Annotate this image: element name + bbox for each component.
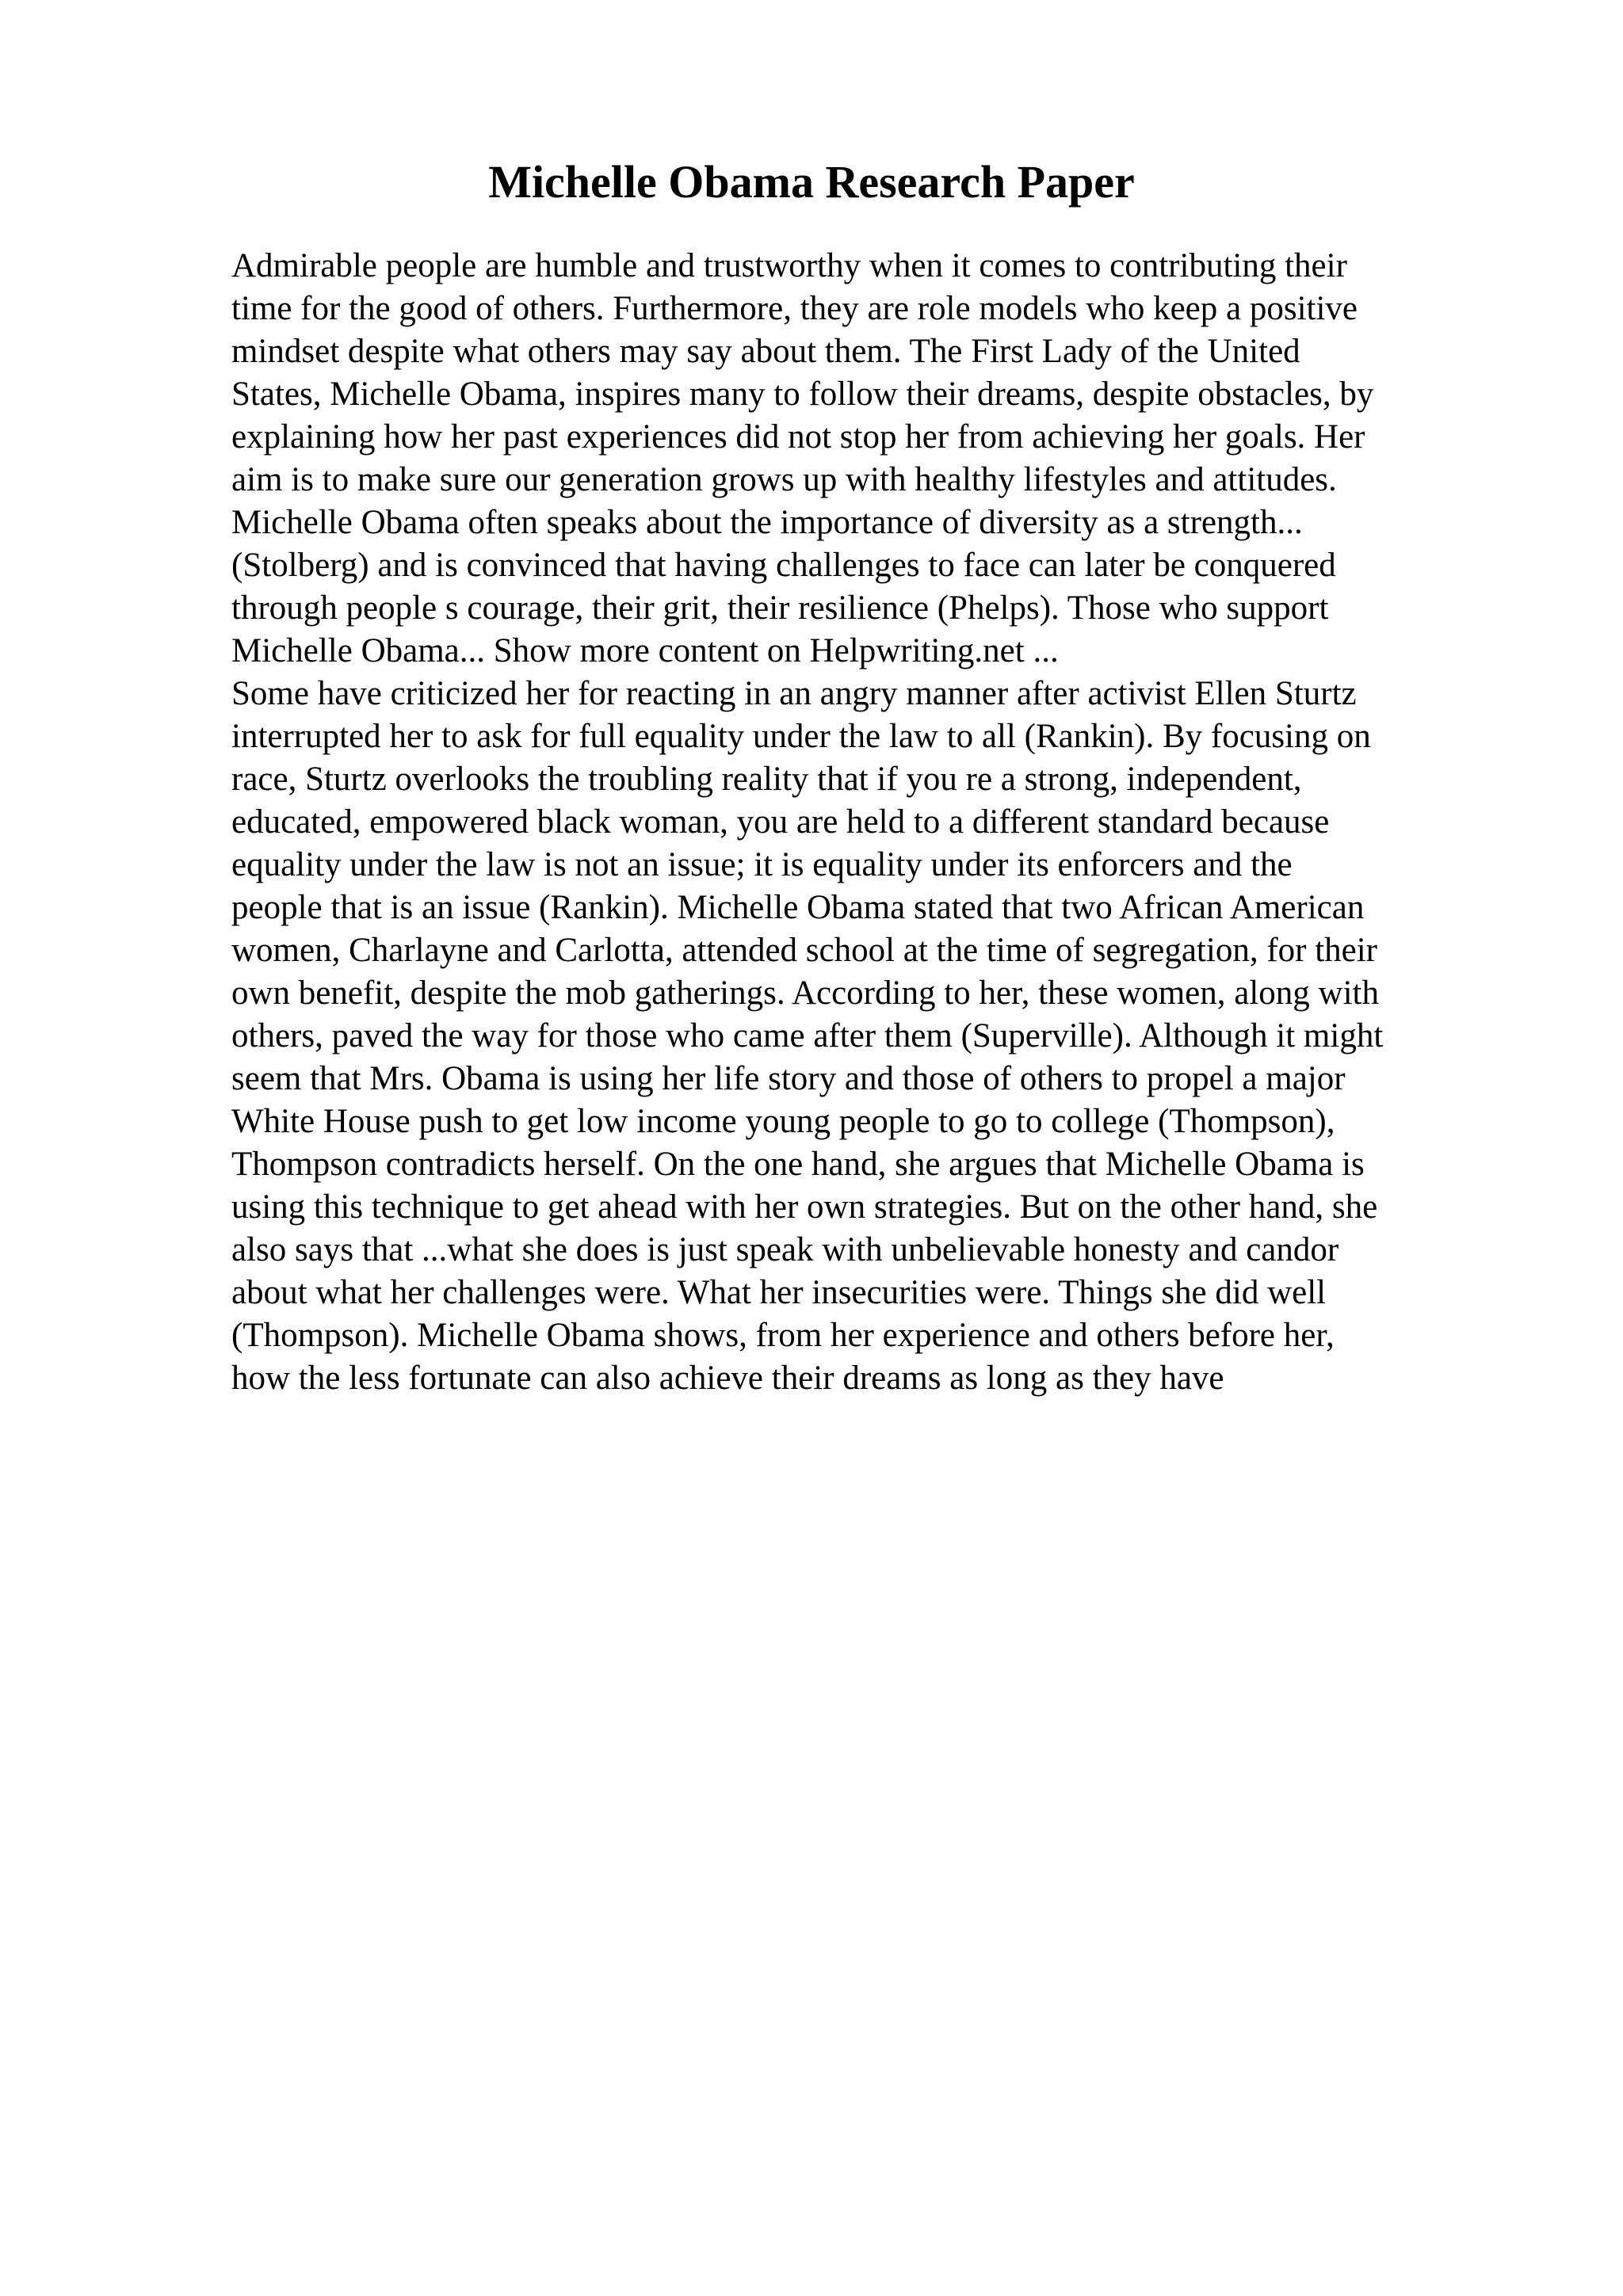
text-line: time for the good of others. Furthermore, they are role models who keep a positive xyxy=(231,290,1358,327)
text-line: how the less fortunate can also achieve their dreams as long as they have xyxy=(231,1360,1224,1397)
text-line: through people s courage, their grit, their resilience (Phelps). Those who support xyxy=(231,589,1329,627)
text-line: interrupted her to ask for full equality under the law to all (Rankin). By focusing on xyxy=(231,718,1371,755)
text-line: States, Michelle Obama, inspires many to follow their dreams, despite obstacles, by xyxy=(231,376,1374,413)
text-line: Michelle Obama often speaks about the importance of diversity as a strength... xyxy=(231,504,1303,541)
text-line: mindset despite what others may say about them. The First Lady of the United xyxy=(231,333,1300,370)
text-line: equality under the law is not an issue; it is equality under its enforcers and the xyxy=(231,846,1293,883)
text-line: also says that ...what she does is just speak with unbelievable honesty and candor xyxy=(231,1231,1339,1268)
body-text xyxy=(231,245,1499,1400)
text-line: aim is to make sure our generation grows up with healthy lifestyles and attitudes. xyxy=(231,461,1337,498)
text-line: using this technique to get ahead with her own strategies. But on the other hand, she xyxy=(231,1188,1378,1226)
text-line: Some have criticized her for reacting in an angry manner after activist Ellen Sturtz xyxy=(231,675,1357,712)
text-line: women, Charlayne and Carlotta, attended school at the time of segregation, for their xyxy=(231,932,1378,969)
text-line: about what her challenges were. What her insecurities were. Things she did well xyxy=(231,1274,1327,1311)
text-line: seem that Mrs. Obama is using her life story and those of others to propel a major xyxy=(231,1060,1346,1097)
text-line: own benefit, despite the mob gatherings. According to her, these women, along with xyxy=(231,974,1379,1012)
text-line: Thompson contradicts herself. On the one hand, she argues that Michelle Obama is xyxy=(231,1146,1365,1183)
text-line: (Thompson). Michelle Obama shows, from her experience and others before her, xyxy=(231,1317,1335,1354)
text-line: others, paved the way for those who came after them (Superville). Although it might xyxy=(231,1017,1384,1055)
text-line: race, Sturtz overlooks the troubling reality that if you re a strong, independent, xyxy=(231,761,1302,798)
text-line: Admirable people are humble and trustworthy when it comes to contributing their xyxy=(231,247,1347,284)
text-line: educated, empowered black woman, you are held to a different standard because xyxy=(231,803,1330,841)
text-line: (Stolberg) and is convinced that having challenges to face can later be conquered xyxy=(231,547,1336,584)
page-title: Michelle Obama Research Paper xyxy=(488,156,1135,208)
text-line: White House push to get low income young people to go to college (Thompson), xyxy=(231,1103,1335,1140)
text-line: people that is an issue (Rankin). Michelle Obama stated that two African American xyxy=(231,889,1365,926)
text-line: Michelle Obama... Show more content on Helpwriting.net ... xyxy=(231,632,1059,669)
text-line: explaining how her past experiences did not stop her from achieving her goals. Her xyxy=(231,418,1365,456)
